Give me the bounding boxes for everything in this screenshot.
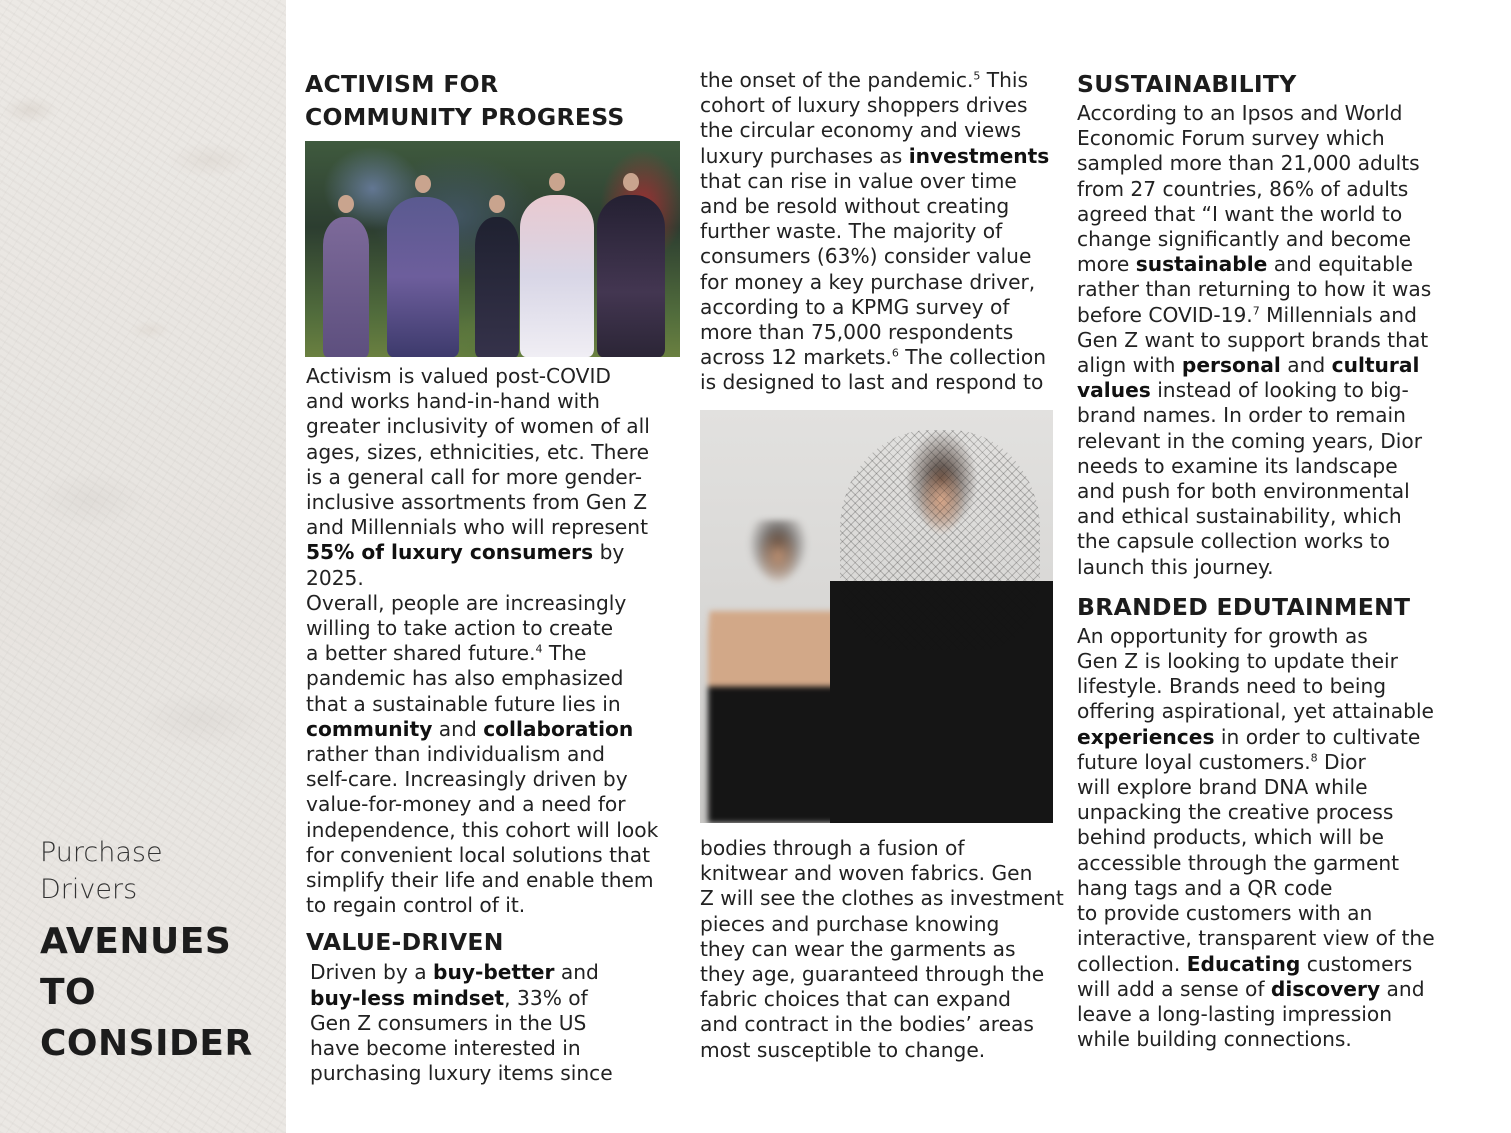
- section-subtitle: [40, 834, 240, 908]
- emphasis-text: buy-less mindset: [310, 985, 505, 1010]
- body-line: and be resold without creating: [700, 194, 1010, 219]
- heading-sustainability: SUSTAINABILITY: [1077, 70, 1297, 98]
- body-text: , 33% of: [504, 985, 588, 1010]
- body-text: and equitable: [1267, 252, 1413, 277]
- body-line: Gen Z consumers in the US: [310, 1010, 587, 1035]
- body-text: Millennials and: [1259, 302, 1417, 327]
- activism-body: [306, 364, 686, 1086]
- body-line: ages, sizes, ethnicities, etc. There: [306, 439, 650, 464]
- body-line: most susceptible to change.: [700, 1037, 986, 1062]
- body-line: agreed that “I want the world to: [1077, 201, 1403, 226]
- body-line: to regain control of it.: [306, 893, 526, 918]
- column-value-continued: [700, 68, 1070, 396]
- gown-figure: [387, 197, 459, 357]
- body-line: [310, 986, 686, 1011]
- sidebar-texture-panel: [0, 0, 286, 1133]
- column-value-bottom: [700, 836, 1070, 1063]
- body-line: the capsule collection works to: [1077, 529, 1390, 554]
- body-text: instead of looking to big-: [1150, 378, 1409, 403]
- body-line: offering aspirational, yet attainable: [1077, 699, 1434, 724]
- body-text: and: [1280, 353, 1332, 378]
- body-line: cohort of luxury shoppers drives: [700, 93, 1028, 118]
- body-line: [700, 144, 1070, 169]
- body-text: The collection: [898, 345, 1047, 370]
- body-line: [700, 345, 1070, 370]
- body-line: the circular economy and views: [700, 118, 1022, 143]
- subtitle-line: Drivers: [40, 874, 138, 905]
- body-line: willing to take action to create: [306, 616, 614, 641]
- body-line: sampled more than 21,000 adults: [1077, 151, 1420, 176]
- body-line: they can wear the garments as: [700, 936, 1016, 961]
- body-line: will explore brand DNA while: [1077, 775, 1368, 800]
- body-line: greater inclusivity of women of all: [306, 414, 650, 439]
- body-line: and contract in the bodies’ areas: [700, 1012, 1034, 1037]
- body-line: Gen Z is looking to update their: [1077, 649, 1398, 674]
- body-line: behind products, which will be: [1077, 825, 1384, 850]
- body-line: brand names. In order to remain: [1077, 403, 1406, 428]
- heading-value-driven: VALUE-DRIVEN: [306, 928, 504, 957]
- emphasis-text: Educating: [1186, 951, 1301, 976]
- body-line: have become interested in: [310, 1036, 581, 1061]
- gown-figure: [520, 195, 594, 357]
- body-text: and: [432, 716, 484, 741]
- body-text: and: [1380, 976, 1425, 1001]
- body-line: launch this journey.: [1077, 554, 1274, 579]
- model-figure: [708, 520, 848, 823]
- body-text: will add a sense of: [1077, 976, 1271, 1001]
- emphasis-text: buy-better: [433, 960, 555, 985]
- title-line: TO: [40, 972, 97, 1013]
- gowns-garden-photo: [305, 141, 680, 357]
- title-line: CONSIDER: [40, 1023, 253, 1064]
- column-sustainability: [1077, 68, 1497, 1052]
- body-line: Economic Forum survey which: [1077, 126, 1385, 151]
- body-line: [1077, 977, 1497, 1002]
- body-line: [1077, 303, 1497, 328]
- body-line: rather than individualism and: [306, 742, 605, 767]
- body-line: fabric choices that can expand: [700, 987, 1011, 1012]
- body-line: is designed to last and respond to: [700, 370, 1044, 395]
- emphasis-text: community: [306, 716, 433, 741]
- body-line: simplify their life and enable them: [306, 868, 654, 893]
- title-line: AVENUES: [40, 921, 232, 962]
- body-line: hang tags and a QR code: [1077, 875, 1333, 900]
- body-line: value-for-money and a need for: [306, 792, 626, 817]
- body-line: for money a key purchase driver,: [700, 269, 1036, 294]
- body-line: needs to examine its landscape: [1077, 453, 1398, 478]
- footnote-marker: 7: [1252, 303, 1260, 317]
- body-line: for convenient local solutions that: [306, 842, 651, 867]
- emphasis-text: values: [1077, 378, 1151, 403]
- body-text: more: [1077, 252, 1136, 277]
- body-line: unpacking the creative process: [1077, 800, 1394, 825]
- body-line: that a sustainable future lies in: [306, 691, 621, 716]
- gown-figure: [323, 217, 369, 357]
- body-line: [306, 540, 686, 590]
- body-line: change significantly and become: [1077, 227, 1412, 252]
- body-text: in order to cultivate: [1214, 724, 1421, 749]
- body-line: accessible through the garment: [1077, 850, 1400, 875]
- body-text: a better shared future.: [306, 641, 536, 666]
- body-text: Driven by a: [310, 960, 433, 985]
- body-line: [700, 68, 1070, 93]
- body-line: knitwear and woven fabrics. Gen: [700, 861, 1033, 886]
- body-text: the onset of the pandemic.: [700, 68, 974, 92]
- body-line: purchasing luxury items since: [310, 1061, 613, 1086]
- body-line: more than 75,000 respondents: [700, 320, 1014, 345]
- body-line: Activism is valued post-COVID: [306, 364, 611, 388]
- body-line: Gen Z want to support brands that: [1077, 327, 1429, 352]
- body-line: self-care. Increasingly driven by: [306, 767, 628, 792]
- body-line: [1077, 750, 1497, 775]
- body-line: [1077, 725, 1497, 750]
- gown-figure: [597, 195, 665, 357]
- body-text: luxury purchases as: [700, 143, 909, 168]
- body-line: consumers (63%) consider value: [700, 244, 1032, 269]
- body-line: rather than returning to how it was: [1077, 277, 1432, 302]
- body-line: [1077, 378, 1497, 403]
- body-line: and push for both environmental: [1077, 479, 1410, 504]
- emphasis-text: discovery: [1270, 976, 1381, 1001]
- body-line: [1077, 952, 1497, 977]
- body-line: [310, 960, 686, 985]
- footnote-marker: 8: [1310, 751, 1318, 765]
- body-text: future loyal customers.: [1077, 749, 1311, 774]
- footnote-marker: 4: [535, 642, 543, 656]
- body-text: The: [542, 641, 587, 666]
- heading-activism: [305, 68, 685, 134]
- body-line: [306, 717, 686, 742]
- body-text: by 2025.: [306, 540, 625, 590]
- lace-veil-models-photo: [700, 410, 1053, 823]
- body-line: pieces and purchase knowing: [700, 911, 1000, 936]
- body-line: independence, this cohort will look: [306, 817, 659, 842]
- emphasis-text: personal: [1181, 353, 1281, 378]
- emphasis-text: collaboration: [483, 716, 634, 741]
- body-text: customers: [1300, 951, 1413, 976]
- body-text: align with: [1077, 353, 1182, 378]
- emphasis-text: cultural: [1331, 353, 1420, 378]
- body-line: [306, 641, 686, 666]
- body-line: further waste. The majority of: [700, 219, 1003, 244]
- body-line: leave a long-lasting impression: [1077, 1001, 1393, 1026]
- body-line: pandemic has also emphasized: [306, 666, 624, 691]
- body-text: collection.: [1077, 951, 1187, 976]
- column-activism: [305, 68, 685, 134]
- section-title: [40, 916, 280, 1069]
- subtitle-line: Purchase: [40, 837, 163, 868]
- body-line: lifestyle. Brands need to being: [1077, 674, 1387, 699]
- emphasis-text: investments: [908, 143, 1050, 168]
- body-line: and Millennials who will represent: [306, 515, 649, 540]
- body-line: Overall, people are increasingly: [306, 590, 627, 615]
- body-line: An opportunity for growth as: [1077, 623, 1368, 648]
- body-line: bodies through a fusion of: [700, 836, 965, 860]
- emphasis-text: sustainable: [1135, 252, 1268, 277]
- body-line: interactive, transparent view of the: [1077, 926, 1435, 951]
- body-line: [1077, 252, 1497, 277]
- body-line: that can rise in value over time: [700, 168, 1017, 193]
- footnote-marker: 5: [973, 69, 981, 83]
- body-line: relevant in the coming years, Dior: [1077, 428, 1423, 453]
- heading-line: COMMUNITY PROGRESS: [305, 103, 625, 131]
- body-line: According to an Ipsos and World: [1077, 101, 1403, 125]
- body-text: This: [980, 68, 1029, 92]
- body-line: and works hand-in-hand with: [306, 389, 600, 414]
- veil-mesh: [840, 430, 1040, 650]
- emphasis-text: 55% of luxury consumers: [306, 540, 594, 565]
- body-text: and: [554, 960, 599, 985]
- body-text: across 12 markets.: [700, 345, 892, 370]
- body-text: Dior: [1317, 749, 1366, 774]
- body-line: they age, guaranteed through the: [700, 962, 1045, 987]
- body-line: is a general call for more gender-: [306, 464, 643, 489]
- body-line: while building connections.: [1077, 1027, 1352, 1052]
- footnote-marker: 6: [891, 346, 899, 360]
- heading-line: ACTIVISM FOR: [305, 70, 499, 98]
- body-line: [1077, 353, 1497, 378]
- body-line: inclusive assortments from Gen Z: [306, 490, 648, 515]
- body-text: before COVID-19.: [1077, 302, 1253, 327]
- body-line: from 27 countries, 86% of adults: [1077, 176, 1409, 201]
- body-line: and ethical sustainability, which: [1077, 504, 1402, 529]
- gown-figure: [475, 217, 519, 357]
- body-line: Z will see the clothes as investment: [700, 886, 1064, 911]
- heading-branded-edutainment: BRANDED EDUTAINMENT: [1077, 592, 1411, 621]
- body-line: according to a KPMG survey of: [700, 294, 1010, 319]
- body-line: to provide customers with an: [1077, 901, 1373, 926]
- emphasis-text: experiences: [1077, 724, 1215, 749]
